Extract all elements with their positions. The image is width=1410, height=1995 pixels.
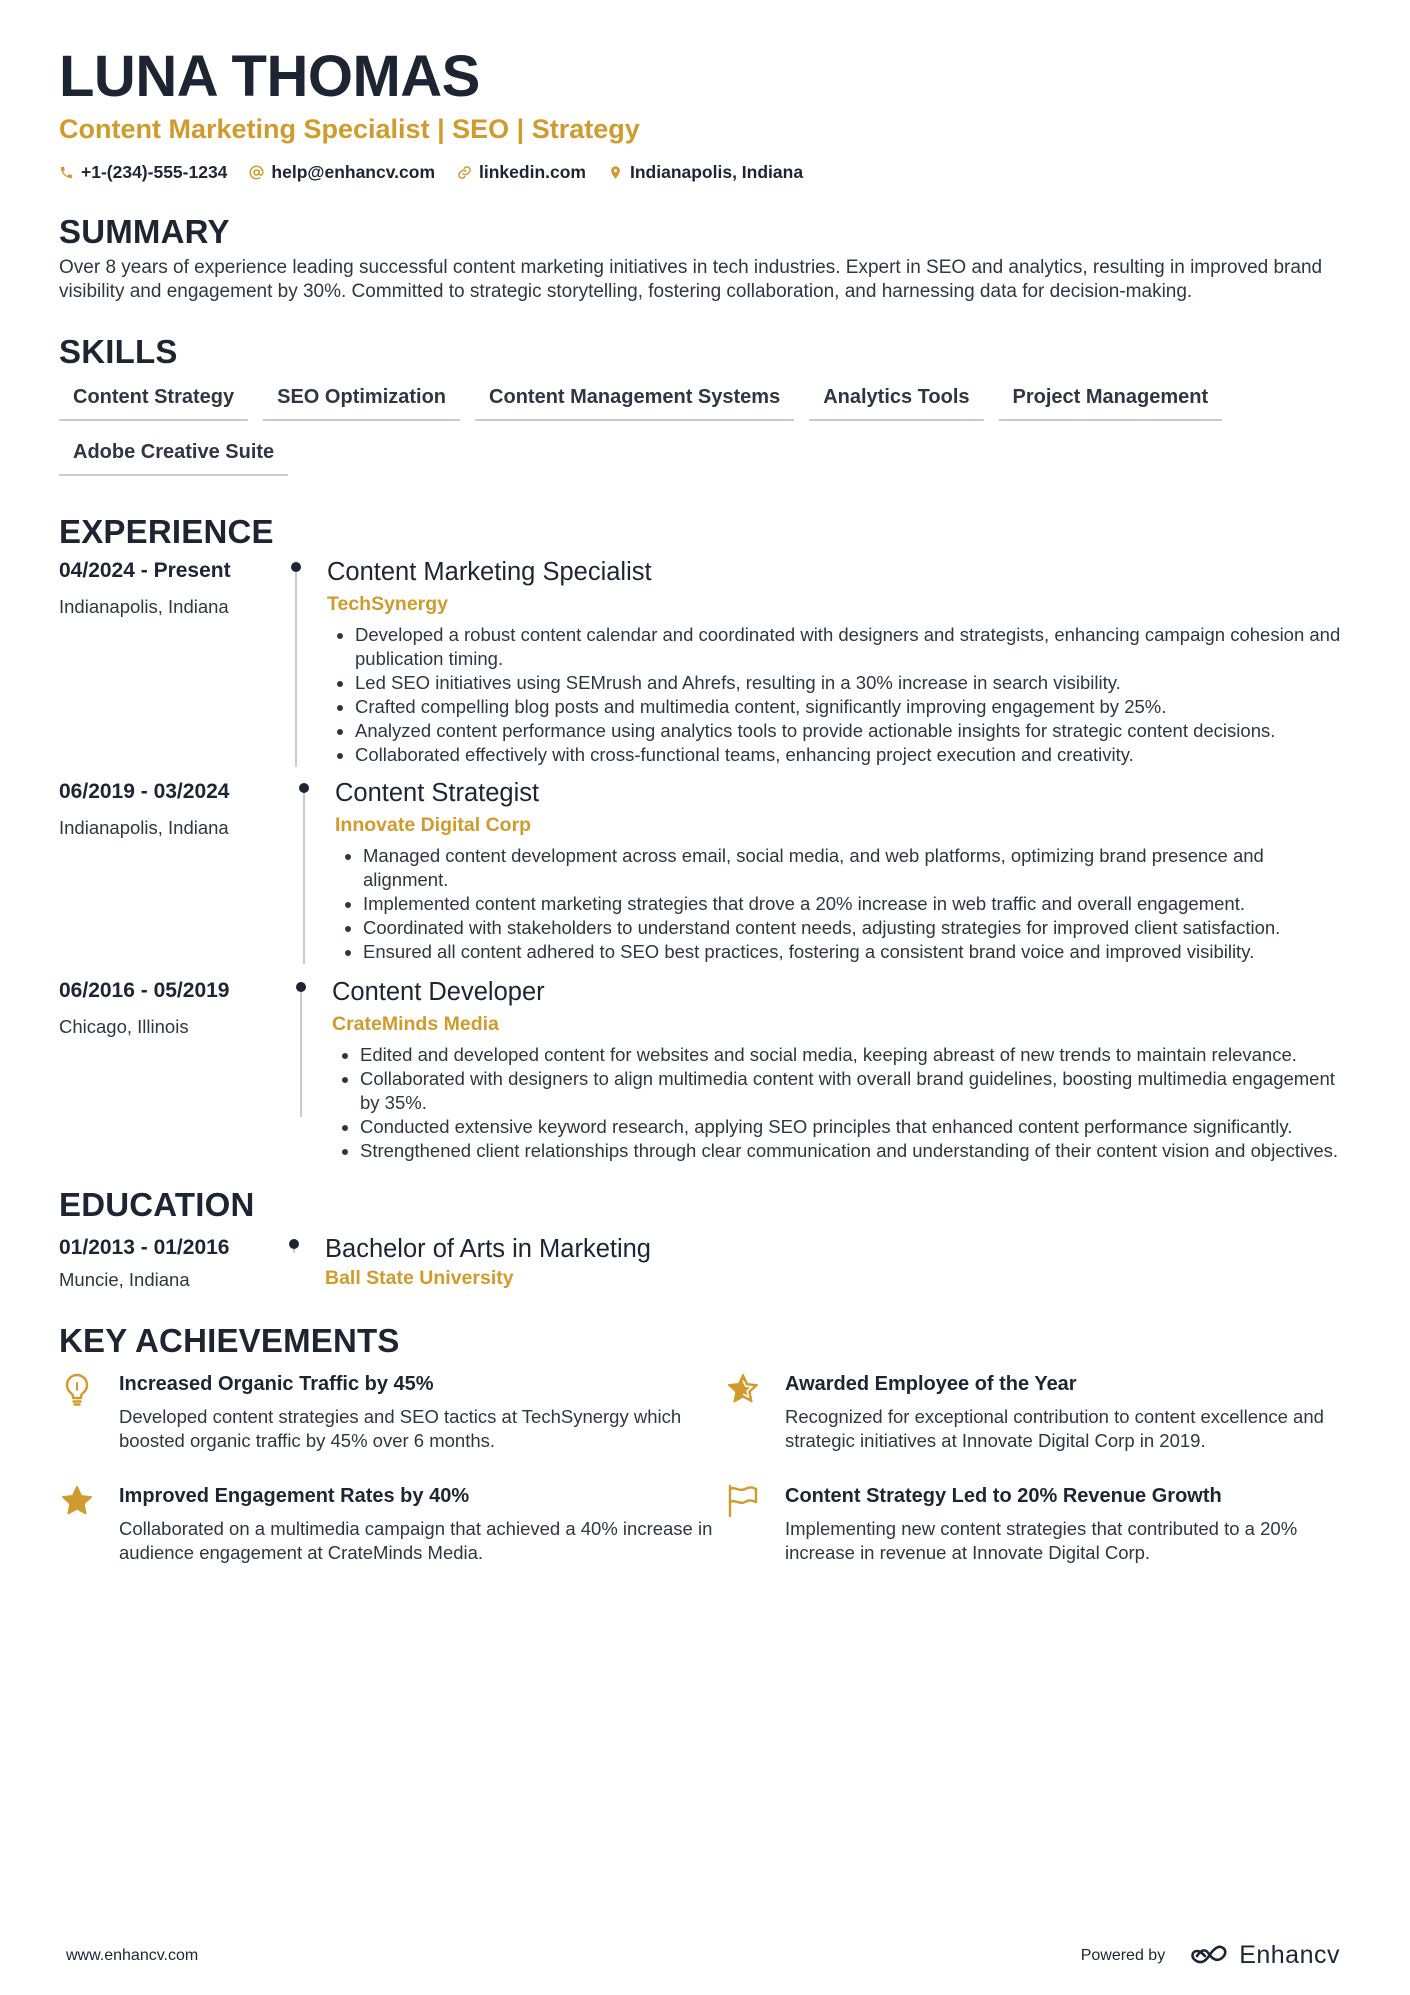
- education-entry: [59, 1233, 1352, 1291]
- skill-tag: Adobe Creative Suite: [59, 435, 288, 476]
- education-location: Muncie, Indiana: [59, 1269, 190, 1290]
- achievement-item: [725, 1483, 1355, 1565]
- bullet-item: • Crafted compelling blog posts and multimedia content, significantly improving engagement by 25%.: [355, 695, 1352, 719]
- education-heading: EDUCATION: [59, 1186, 255, 1223]
- skills-section: [59, 332, 1352, 476]
- job-title: Content Marketing Specialist: [327, 558, 652, 586]
- achievement-body: [119, 1483, 725, 1565]
- job-meta: [59, 556, 291, 767]
- brand-name: Enhancv: [1239, 1941, 1340, 1969]
- school-name: Ball State University: [325, 1267, 514, 1289]
- job-entry: [59, 556, 1352, 767]
- timeline-dot: [299, 783, 309, 793]
- job-details: [332, 976, 1352, 1163]
- timeline-line: [295, 562, 297, 767]
- job-meta: [59, 777, 291, 964]
- achievements-heading: KEY ACHIEVEMENTS: [59, 1322, 400, 1359]
- summary-heading: SUMMARY: [59, 213, 230, 250]
- timeline-dot: [289, 1239, 299, 1249]
- skill-tag: Project Management: [999, 380, 1223, 421]
- achievement-item: [725, 1371, 1355, 1453]
- lightbulb-icon: [59, 1371, 97, 1453]
- bullet-item: • Coordinated with stakeholders to understand content needs, adjusting strategies for improved client satisfaction.: [363, 916, 1352, 940]
- contact-location: [608, 162, 803, 183]
- job-details: [335, 777, 1352, 964]
- experience-heading: EXPERIENCE: [59, 513, 274, 550]
- bullet-item: • Collaborated effectively with cross-functional teams, enhancing project execution and creativity.: [355, 743, 1352, 767]
- achievements-grid: [59, 1371, 1352, 1565]
- job-details: [327, 556, 1352, 767]
- job-title: Content Developer: [332, 978, 545, 1006]
- job-bullets: [327, 623, 1352, 767]
- job-location: Chicago, Illinois: [59, 1016, 189, 1037]
- job-dates: 06/2019 - 03/2024: [59, 780, 230, 803]
- job-bullets: [335, 844, 1352, 964]
- candidate-name: LUNA THOMAS: [59, 44, 480, 109]
- bullet-item: • Strengthened client relationships through clear communication and understanding of their content vision and objectives.: [360, 1139, 1352, 1163]
- phone-text: +1-(234)-555-1234: [81, 162, 228, 182]
- achievement-desc: Recognized for exceptional contribution to content excellence and strategic initiatives at Innovate Digital Corp in 2019.: [785, 1406, 1324, 1451]
- job-dates: 04/2024 - Present: [59, 559, 231, 582]
- job-meta: [59, 976, 291, 1163]
- achievement-body: [785, 1483, 1355, 1565]
- page-footer: [66, 1941, 1340, 1970]
- skill-tag: SEO Optimization: [263, 380, 460, 421]
- education-dates: 01/2013 - 01/2016: [59, 1236, 230, 1259]
- location-pin-icon: [608, 165, 623, 180]
- flag-icon: [725, 1483, 763, 1565]
- achievement-body: [785, 1371, 1355, 1453]
- timeline-dot: [291, 562, 301, 572]
- skills-heading: SKILLS: [59, 333, 178, 370]
- timeline-line: [300, 982, 302, 1117]
- job-dates: 06/2016 - 05/2019: [59, 979, 230, 1002]
- email-text: help@enhancv.com: [271, 162, 436, 182]
- contact-linkedin[interactable]: [457, 162, 586, 183]
- job-bullets: [332, 1043, 1352, 1163]
- timeline-line: [303, 783, 305, 964]
- linkedin-text: linkedin.com: [479, 162, 586, 182]
- skill-tag: Content Management Systems: [475, 380, 794, 421]
- infinity-logo-icon: [1185, 1944, 1231, 1968]
- skill-tag: Content Strategy: [59, 380, 248, 421]
- bullet-item: • Analyzed content performance using analytics tools to provide actionable insights for strategic content decisions.: [355, 719, 1352, 743]
- link-icon: [457, 165, 472, 180]
- footer-website-link[interactable]: www.enhancv.com: [66, 1946, 199, 1964]
- education-meta: [59, 1233, 291, 1291]
- achievements-section: [59, 1321, 1352, 1565]
- phone-icon: [59, 165, 74, 180]
- bullet-item: • Collaborated with designers to align multimedia content with overall brand guidelines, boosting multimedia engagement by 35%.: [360, 1067, 1352, 1115]
- star-filled-icon: [59, 1483, 97, 1565]
- powered-by-text: Powered by: [1080, 1946, 1166, 1964]
- job-location: Indianapolis, Indiana: [59, 596, 229, 617]
- timeline-dot: [296, 982, 306, 992]
- achievement-item: [59, 1483, 725, 1565]
- education-details: [325, 1233, 651, 1291]
- bullet-item: • Edited and developed content for websites and social media, keeping abreast of new trends to maintain relevance.: [360, 1043, 1352, 1067]
- experience-section: [59, 512, 1352, 1163]
- bullet-item: • Ensured all content adhered to SEO best practices, fostering a consistent brand voice and improved visibility.: [363, 940, 1352, 964]
- summary-section: [59, 212, 1352, 304]
- bullet-item: • Led SEO initiatives using SEMrush and Ahrefs, resulting in a 30% increase in search visibility.: [355, 671, 1352, 695]
- achievement-desc: Developed content strategies and SEO tactics at TechSynergy which boosted organic traffic by 45% over 6 months.: [119, 1406, 682, 1451]
- candidate-tagline: Content Marketing Specialist | SEO | Strategy: [59, 114, 640, 144]
- job-location: Indianapolis, Indiana: [59, 817, 229, 838]
- summary-text: Over 8 years of experience leading successful content marketing initiatives in tech industries. Expert in SEO and analytics, resulting in improved brand visibility and engagement by 30%. Committed to strategic storytelling, fostering collaboration, and harnessing data for decision-making.: [59, 257, 1323, 302]
- brand-logo[interactable]: [1185, 1941, 1340, 1970]
- job-title: Content Strategist: [335, 779, 540, 807]
- skills-list: [59, 380, 1359, 476]
- star-outline-icon: [725, 1371, 763, 1453]
- contact-email[interactable]: [249, 162, 435, 183]
- achievement-desc: Collaborated on a multimedia campaign that achieved a 40% increase in audience engagement at CrateMinds Media.: [119, 1518, 713, 1563]
- job-company: TechSynergy: [327, 593, 449, 615]
- degree-title: Bachelor of Arts in Marketing: [325, 1235, 651, 1263]
- education-section: [59, 1185, 1352, 1291]
- contact-row: [59, 162, 1352, 183]
- achievement-title: Improved Engagement Rates by 40%: [119, 1485, 470, 1507]
- bullet-item: • Managed content development across email, social media, and web platforms, optimizing brand presence and alignment.: [363, 844, 1352, 892]
- achievement-title: Awarded Employee of the Year: [785, 1373, 1077, 1395]
- bullet-item: • Developed a robust content calendar and coordinated with designers and strategists, enhancing campaign cohesion and publication timing.: [355, 623, 1352, 671]
- achievement-title: Increased Organic Traffic by 45%: [119, 1373, 434, 1395]
- job-company: CrateMinds Media: [332, 1013, 499, 1035]
- job-company: Innovate Digital Corp: [335, 814, 532, 836]
- timeline-line: [293, 1239, 295, 1253]
- footer-branding: [1081, 1941, 1340, 1970]
- job-entry: [59, 777, 1352, 964]
- achievement-item: [59, 1371, 725, 1453]
- at-icon: [249, 165, 264, 180]
- bullet-item: • Conducted extensive keyword research, applying SEO principles that enhanced content performance significantly.: [360, 1115, 1352, 1139]
- achievement-title: Content Strategy Led to 20% Revenue Growth: [785, 1485, 1222, 1507]
- job-entry: [59, 976, 1352, 1163]
- contact-phone[interactable]: [59, 162, 227, 183]
- achievement-body: [119, 1371, 725, 1453]
- bullet-item: • Implemented content marketing strategies that drove a 20% increase in web traffic and overall engagement.: [363, 892, 1352, 916]
- skill-tag: Analytics Tools: [809, 380, 983, 421]
- achievement-desc: Implementing new content strategies that contributed to a 20% increase in revenue at Innovate Digital Corp.: [785, 1518, 1298, 1563]
- location-text: Indianapolis, Indiana: [629, 162, 804, 182]
